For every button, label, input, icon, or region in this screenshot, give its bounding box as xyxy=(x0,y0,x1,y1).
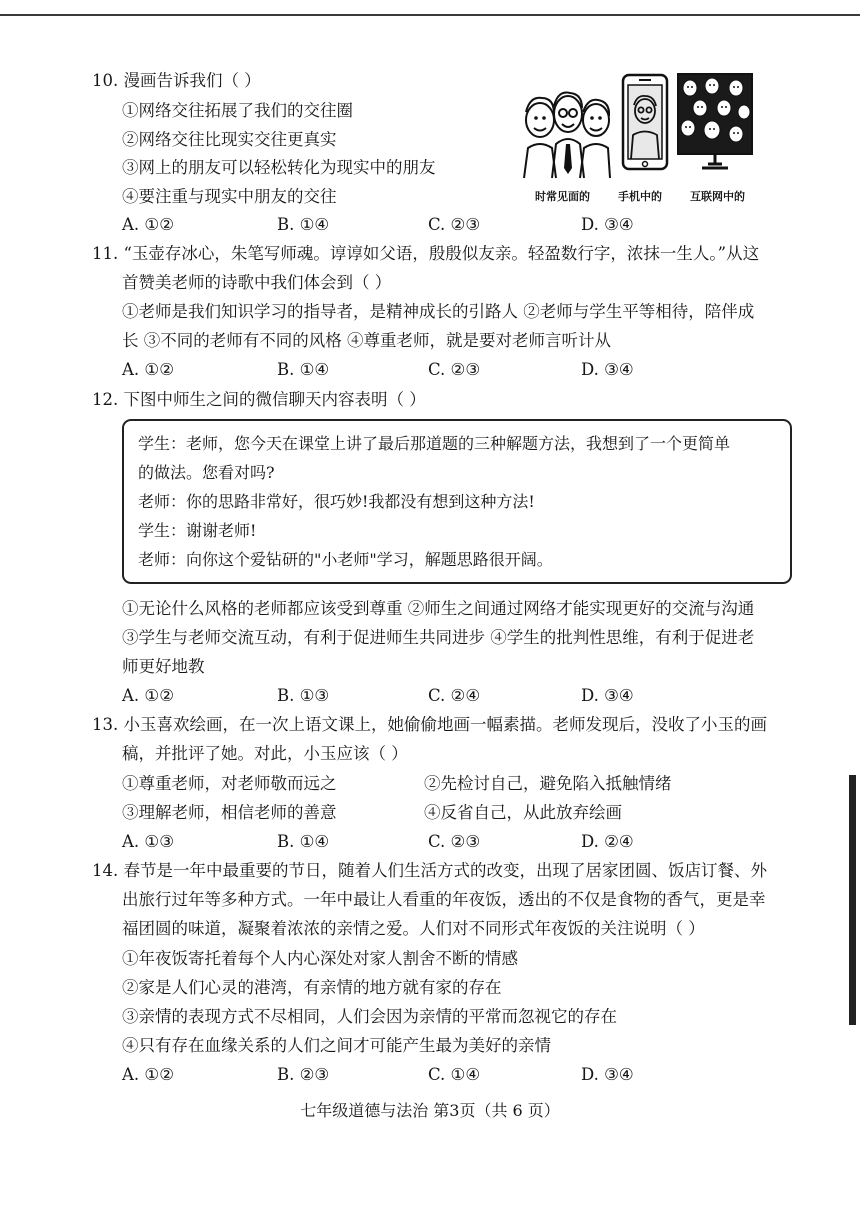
q14-item-3: ③亲情的表现方式不尽相同，人们会因为亲情的平常而忽视它的存在 xyxy=(122,1007,617,1026)
q11-option-d: D. ③④ xyxy=(581,360,634,379)
q14-item-1: ①年夜饭寄托着每个人内心深处对家人割舍不断的情感 xyxy=(122,949,518,968)
q10-item-3: ③网上的朋友可以轻松转化为现实中的朋友 xyxy=(122,158,436,177)
q11-line-3: ①老师是我们知识学习的指导者，是精神成长的引路人 ②老师与学生平等相待，陪伴成 xyxy=(122,302,755,321)
chat-line-5: 老师：向你这个爱钻研的"小老师"学习，解题思路很开阔。 xyxy=(138,550,553,569)
q10-stem: 10. 漫画告诉我们（ ） xyxy=(92,71,261,90)
chat-line-4: 学生：谢谢老师! xyxy=(138,521,257,540)
q13-item-3: ③理解老师，相信老师的善意 xyxy=(122,803,337,822)
q13-option-d: D. ②④ xyxy=(581,832,634,851)
chat-line-1: 学生：老师，您今天在课堂上讲了最后那道题的三种解题方法，我想到了一个更简单 xyxy=(138,434,731,453)
q12-stem: 12. 下图中师生之间的微信聊天内容表明（ ） xyxy=(92,390,426,409)
q14-line-3: 福团圆的味道，凝聚着浓浓的亲情之爱。人们对不同形式年夜饭的关注说明（ ） xyxy=(122,919,705,938)
q10-item-1: ①网络交往拓展了我们的交往圈 xyxy=(122,101,353,120)
q10-item-4: ④要注重与现实中朋友的交往 xyxy=(122,187,337,206)
q13-option-a: A. ①③ xyxy=(122,832,174,851)
cartoon-phone-friend xyxy=(621,73,669,171)
q10-item-2: ②网络交往比现实交往更真实 xyxy=(122,130,337,149)
q12-option-a: A. ①② xyxy=(122,686,174,705)
q10-option-b: B. ①④ xyxy=(277,215,330,234)
q13-line-2: 稿，并批评了她。对此，小玉应该（ ） xyxy=(122,744,408,763)
q13-item-4: ④反省自己，从此放弃绘画 xyxy=(424,803,622,822)
q13-option-b: B. ①④ xyxy=(277,832,330,851)
caption-phone: 手机中的 xyxy=(618,190,662,203)
q10-option-c: C. ②③ xyxy=(428,215,481,234)
q11-line-2: 首赞美老师的诗歌中我们体会到（ ） xyxy=(122,273,392,292)
q11-line-1: 11. “玉壶存冰心，朱笔写师魂。谆谆如父语，殷殷似友亲。轻盈数行字，浓抹一生人。”从这 xyxy=(92,244,760,263)
q11-option-c: C. ②③ xyxy=(428,360,481,379)
q11-option-b: B. ①④ xyxy=(277,360,330,379)
q12-option-c: C. ②④ xyxy=(428,686,481,705)
q14-line-1: 14. 春节是一年中最重要的节日，随着人们生活方式的改变，出现了居家团圆、饭店订餐、外 xyxy=(92,861,767,880)
q11-option-a: A. ①② xyxy=(122,360,174,379)
q13-line-1: 13. 小玉喜欢绘画，在一次上语文课上，她偷偷地画一幅素描。老师发现后，没收了小玉的画 xyxy=(92,715,767,734)
q10-option-d: D. ③④ xyxy=(581,215,634,234)
q14-item-2: ②家是人们心灵的港湾，有亲情的地方就有家的存在 xyxy=(122,978,502,997)
q12-item-line-3: 师更好地教 xyxy=(122,657,205,676)
chat-line-2: 的做法。您看对吗? xyxy=(138,463,275,482)
q10-option-a: A. ①② xyxy=(122,215,174,234)
q13-item-2: ②先检讨自己，避免陷入抵触情绪 xyxy=(424,774,672,793)
q14-line-2: 出旅行过年等多种方式。一年中最让人看重的年夜饭，透出的不仅是食物的香气，更是幸 xyxy=(122,890,766,909)
q11-line-4: 长 ③不同的老师有不同的风格 ④尊重老师，就是要对老师言听计从 xyxy=(122,331,611,350)
q14-option-a: A. ①② xyxy=(122,1065,174,1084)
q12-option-b: B. ①③ xyxy=(277,686,330,705)
top-scan-edge xyxy=(0,14,860,16)
cartoon-internet-friends xyxy=(676,72,754,176)
q12-item-line-1: ①无论什么风格的老师都应该受到尊重 ②师生之间通过网络才能实现更好的交流与沟通 xyxy=(122,599,755,618)
q13-item-1: ①尊重老师，对老师敬而远之 xyxy=(122,774,337,793)
q14-item-4: ④只有存在血缘关系的人们之间才可能产生最为美好的亲情 xyxy=(122,1036,551,1055)
q12-item-line-2: ③学生与老师交流互动，有利于促进师生共同进步 ④学生的批判性思维，有利于促进老 xyxy=(122,628,755,647)
q14-option-d: D. ③④ xyxy=(581,1065,634,1084)
chat-line-3: 老师：你的思路非常好，很巧妙!我都没有想到这种方法! xyxy=(138,492,535,511)
page-footer: 七年级道德与法治 第3页（共 6 页） xyxy=(300,1101,560,1120)
caption-internet: 互联网中的 xyxy=(690,190,745,203)
cartoon-friends-in-person xyxy=(518,88,614,180)
q13-option-c: C. ②③ xyxy=(428,832,481,851)
q14-option-c: C. ①④ xyxy=(428,1065,481,1084)
q12-option-d: D. ③④ xyxy=(581,686,634,705)
scan-margin-bar xyxy=(849,775,856,1025)
caption-in-person: 时常见面的 xyxy=(535,190,590,203)
q14-option-b: B. ②③ xyxy=(277,1065,330,1084)
